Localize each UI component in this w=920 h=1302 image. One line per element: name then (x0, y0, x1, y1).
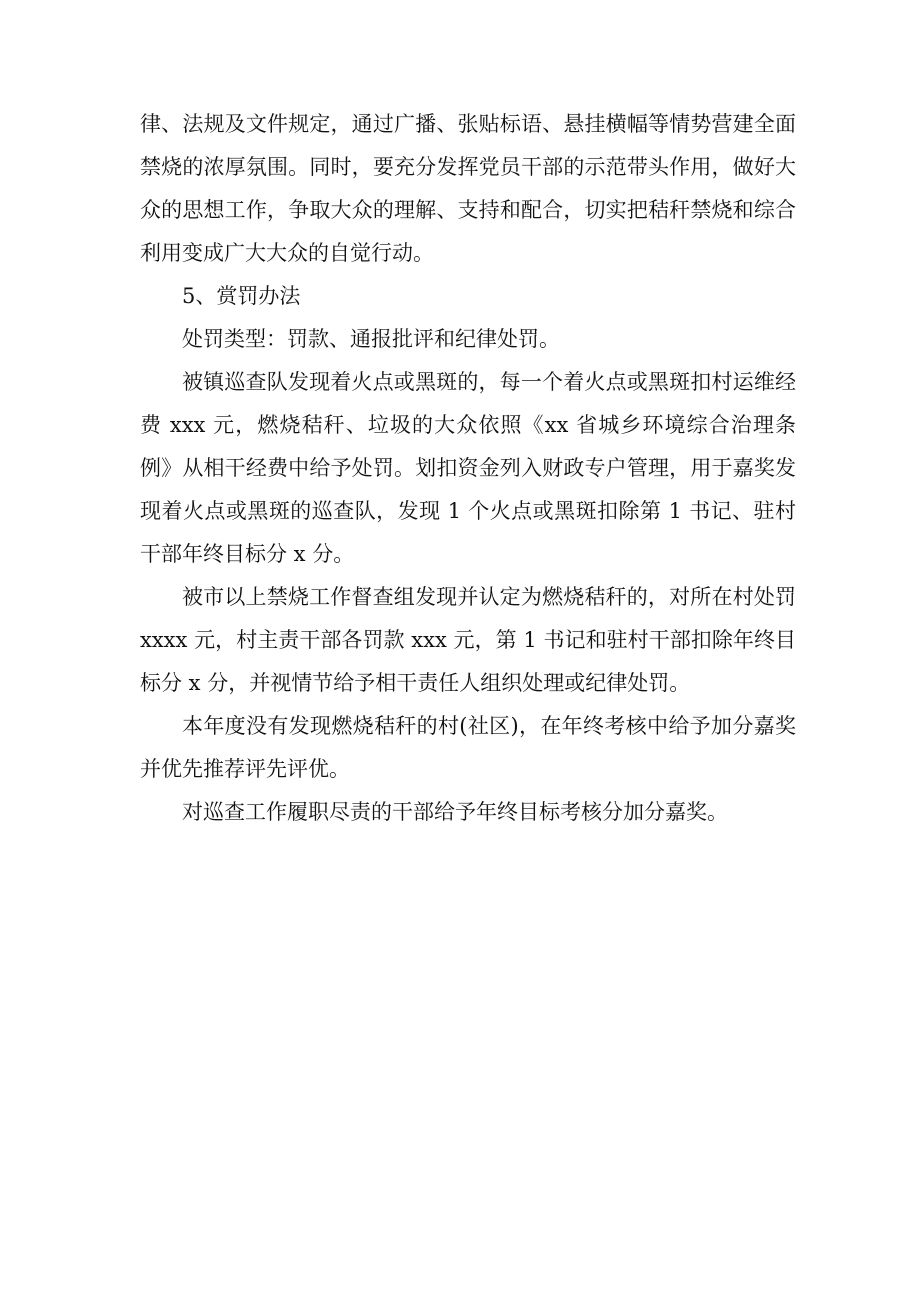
paragraph-town-patrol-penalty: 被镇巡查队发现着火点或黑斑的，每一个着火点或黑斑扣村运维经费 xxx 元，燃烧秸秆、垃圾的大众依照《xx 省城乡环境综合治理条例》从相干经费中给予处罚。划扣资金列入财政专户管理，用于嘉奖发现着火点或黑斑的巡查队，发现 1 个火点或黑斑扣除第 1 书记、驻村干部年终目标分 x 分。 (140, 370, 796, 566)
section-heading-rewards-penalties: 5、赏罚办法 (182, 284, 301, 308)
paragraph-patrol-cadre-reward: 对巡查工作履职尽责的干部给予年终目标考核分加分嘉奖。 (182, 800, 728, 824)
paragraph-continuation: 律、法规及文件规定，通过广播、张贴标语、悬挂横幅等情势营建全面禁烧的浓厚氛围。同时，要充分发挥党员干部的示范带头作用，做好大众的思想工作，争取大众的理解、支持和配合，切实把秸秆禁烧和综合利用变成广大大众的自觉行动。 (140, 112, 796, 265)
document-page (140, 103, 796, 834)
paragraph-city-inspection-penalty: 被市以上禁烧工作督查组发现并认定为燃烧秸秆的，对所在村处罚 xxxx 元，村主责干部各罚款 xxx 元，第 1 书记和驻村干部扣除年终目标分 x 分，并视情节给予相干责任人组织处理或纪律处罚。 (140, 585, 796, 695)
paragraph-no-burning-reward: 本年度没有发现燃烧秸秆的村(社区)，在年终考核中给予加分嘉奖并优先推荐评先评优。 (140, 714, 796, 781)
paragraph-penalty-types: 处罚类型：罚款、通报批评和纪律处罚。 (182, 327, 560, 351)
